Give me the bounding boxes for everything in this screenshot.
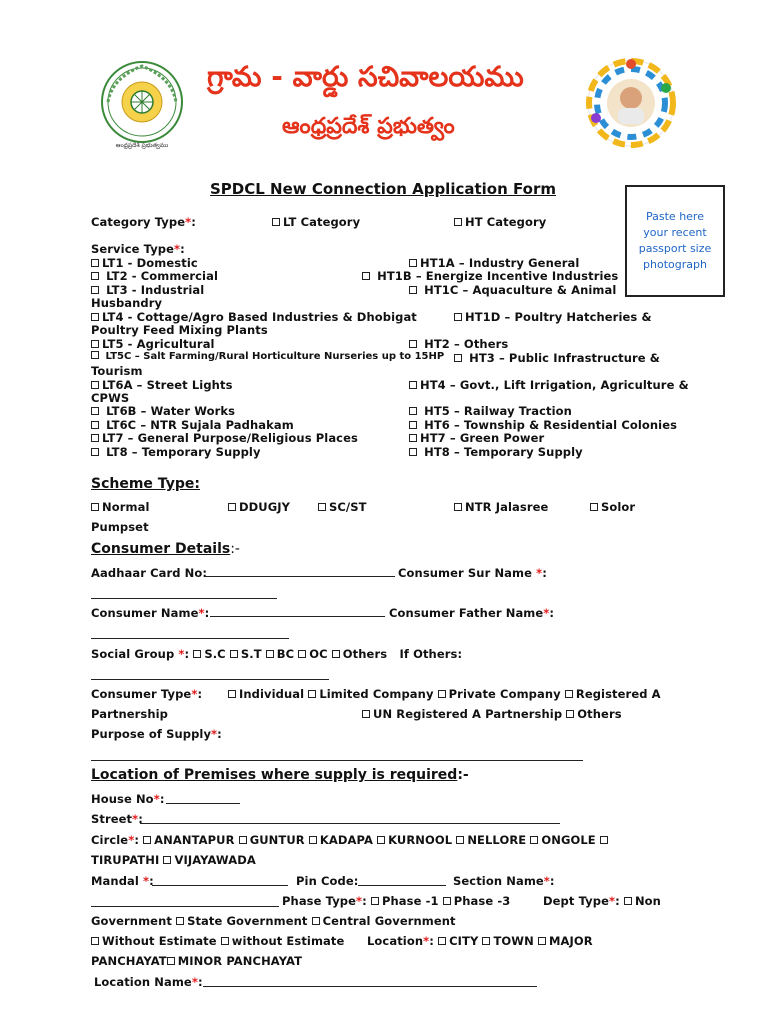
scheme-pumpset-label: Pumpset: [91, 520, 149, 534]
scheme-type-heading: Scheme Type:: [91, 476, 200, 492]
service-ht1d[interactable]: HT1D – Poultry Hatcheries &: [454, 310, 652, 324]
checkbox-icon[interactable]: [409, 434, 417, 442]
surname-input[interactable]: [91, 598, 277, 599]
category-type-label: Category Type*:: [91, 215, 196, 229]
checkbox-icon[interactable]: [409, 259, 417, 267]
house-no-label: House No*:: [91, 792, 165, 806]
location-type-row-2: PANCHAYAT MINOR PANCHAYAT: [91, 954, 303, 968]
consumer-type-label: Consumer Type*:: [91, 687, 203, 701]
checkbox-icon[interactable]: [91, 937, 99, 945]
checkbox-icon[interactable]: [600, 836, 608, 844]
mandal-input[interactable]: [152, 885, 288, 886]
location-type-row: Location*: CITY TOWN MAJOR: [367, 934, 593, 948]
checkbox-icon[interactable]: [566, 710, 574, 718]
checkbox-icon[interactable]: [565, 690, 573, 698]
checkbox-icon[interactable]: [590, 503, 598, 511]
pin-code-input[interactable]: [358, 885, 446, 886]
ap-emblem-icon: [98, 58, 186, 154]
location-name-input[interactable]: [203, 986, 537, 987]
photo-text-line2: your recent: [643, 226, 707, 239]
scheme-scst[interactable]: SC/ST: [318, 500, 367, 514]
checkbox-icon[interactable]: [91, 259, 99, 267]
checkbox-icon[interactable]: [91, 448, 99, 456]
checkbox-icon[interactable]: [193, 650, 201, 658]
checkbox-icon[interactable]: [409, 421, 417, 429]
service-ht3[interactable]: HT3 – Public Infrastructure &: [454, 351, 660, 365]
service-lt4-cont: Poultry Feed Mixing Plants: [91, 323, 268, 337]
consumer-type-options: Individual Limited Company Private Company Registered A: [228, 687, 661, 701]
service-lt5[interactable]: LT5 - Agricultural: [91, 337, 215, 351]
service-ht6[interactable]: HT6 – Township & Residential Colonies: [409, 418, 677, 432]
street-input[interactable]: [140, 823, 560, 824]
service-lt4[interactable]: LT4 - Cottage/Agro Based Industries & Dhobigat: [91, 310, 417, 324]
checkbox-icon[interactable]: [221, 937, 229, 945]
circle-row-2: TIRUPATHI VIJAYAWADA: [91, 853, 256, 867]
service-ht8[interactable]: HT8 – Temporary Supply: [409, 445, 583, 459]
scheme-normal[interactable]: Normal: [91, 500, 149, 514]
service-lt8[interactable]: LT8 – Temporary Supply: [91, 445, 261, 459]
checkbox-icon[interactable]: [91, 407, 99, 415]
circle-row: Circle*: ANANTAPUR GUNTUR KADAPA KURNOOL NELLORE ONGOLE: [91, 833, 611, 847]
checkbox-icon[interactable]: [167, 957, 175, 965]
purpose-label: Purpose of Supply*:: [91, 727, 222, 741]
dept-type-row-2: Government State Government Central Government: [91, 914, 456, 928]
checkbox-icon[interactable]: [91, 272, 99, 280]
checkbox-icon[interactable]: [454, 503, 462, 511]
service-lt6c[interactable]: LT6C – NTR Sujala Padhakam: [91, 418, 294, 432]
mandal-label: Mandal *:: [91, 874, 154, 888]
form-title: SPDCL New Connection Application Form: [210, 180, 556, 198]
checkbox-icon[interactable]: [409, 407, 417, 415]
consumer-name-input[interactable]: [210, 616, 385, 617]
checkbox-icon[interactable]: [362, 272, 370, 280]
purpose-input[interactable]: [91, 760, 583, 761]
dept-type-row: Dept Type*: Non: [543, 894, 661, 908]
service-ht4[interactable]: HT4 – Govt., Lift Irrigation, Agriculture &: [409, 378, 689, 392]
father-name-input[interactable]: [91, 638, 289, 639]
checkbox-icon[interactable]: [409, 340, 417, 348]
checkbox-icon[interactable]: [438, 690, 446, 698]
checkbox-icon[interactable]: [298, 650, 306, 658]
service-lt1[interactable]: LT1 - Domestic: [91, 256, 198, 270]
navaratnalu-badge: [586, 58, 676, 148]
estimate-row: Without Estimate without Estimate: [91, 934, 344, 948]
checkbox-icon[interactable]: [91, 340, 99, 348]
scheme-solor[interactable]: Solor: [590, 500, 635, 514]
checkbox-icon[interactable]: [272, 218, 280, 226]
photo-text-line1: Paste here: [646, 210, 704, 223]
house-no-input[interactable]: [166, 803, 240, 804]
checkbox-icon[interactable]: [308, 690, 316, 698]
checkbox-icon[interactable]: [332, 650, 340, 658]
social-group-row: Social Group *: S.C S.T BC OC Others If Others:: [91, 647, 463, 661]
section-name-label: Section Name*:: [453, 874, 555, 888]
checkbox-icon[interactable]: [176, 917, 184, 925]
father-name-label: Consumer Father Name*:: [389, 606, 555, 620]
pin-code-label: Pin Code:: [296, 874, 359, 888]
category-ht-option[interactable]: HT Category: [454, 215, 546, 229]
checkbox-icon[interactable]: [230, 650, 238, 658]
service-type-label: Service Type*:: [91, 242, 185, 256]
emblem-caption: ఆంధ్రప్రదేశ్ ప్రభుత్వము: [115, 142, 169, 149]
if-others-input[interactable]: [91, 679, 329, 680]
service-lt6a-cont: CPWS: [91, 391, 130, 405]
checkbox-icon[interactable]: [266, 650, 274, 658]
location-heading: Location of Premises where supply is required:-: [91, 767, 469, 783]
service-ht1b[interactable]: HT1B – Energize Incentive Industries: [362, 269, 618, 283]
street-label: Street*:: [91, 812, 143, 826]
service-ht1a[interactable]: HT1A – Industry General: [409, 256, 579, 270]
checkbox-icon[interactable]: [409, 381, 417, 389]
surname-label: Consumer Sur Name *:: [398, 566, 547, 580]
consumer-name-label: Consumer Name*:: [91, 606, 210, 620]
service-ht5[interactable]: HT5 – Railway Traction: [409, 404, 572, 418]
photo-text-line4: photograph: [643, 258, 707, 271]
service-lt5c-cont: Tourism: [91, 364, 143, 378]
checkbox-icon[interactable]: [239, 836, 247, 844]
checkbox-icon[interactable]: [443, 897, 451, 905]
scheme-ntr-jalasree[interactable]: NTR Jalasree: [454, 500, 548, 514]
checkbox-icon[interactable]: [438, 937, 446, 945]
checkbox-icon[interactable]: [228, 503, 236, 511]
checkbox-icon[interactable]: [91, 351, 99, 359]
checkbox-icon[interactable]: [409, 286, 417, 294]
checkbox-icon[interactable]: [456, 836, 464, 844]
scheme-ddugjy[interactable]: DDUGJY: [228, 500, 290, 514]
title-telugu-line2: ఆంధ్రప్రదేశ్ ప్రభుత్వం: [282, 114, 455, 139]
checkbox-icon[interactable]: [377, 836, 385, 844]
checkbox-icon[interactable]: [91, 313, 99, 321]
checkbox-icon[interactable]: [530, 836, 538, 844]
service-ht1c[interactable]: HT1C – Aquaculture & Animal: [409, 283, 616, 297]
photo-box[interactable]: [625, 185, 725, 297]
service-lt3-cont: Husbandry: [91, 296, 163, 310]
aadhaar-label: Aadhaar Card No:: [91, 566, 208, 580]
service-ht7[interactable]: HT7 – Green Power: [409, 431, 544, 445]
location-name-label: Location Name*:: [94, 975, 203, 989]
checkbox-icon[interactable]: [318, 503, 326, 511]
consumer-details-heading: Consumer Details:-: [91, 541, 240, 557]
checkbox-icon[interactable]: [91, 381, 99, 389]
service-lt3[interactable]: LT3 - Industrial: [91, 283, 204, 297]
photo-text-line3: passport size: [638, 242, 712, 255]
section-name-input[interactable]: [91, 906, 279, 907]
checkbox-icon[interactable]: [624, 897, 632, 905]
aadhaar-input[interactable]: [205, 576, 395, 577]
partnership-label: Partnership: [91, 707, 169, 721]
checkbox-icon[interactable]: [538, 937, 546, 945]
checkbox-icon[interactable]: [91, 503, 99, 511]
checkbox-icon[interactable]: [91, 434, 99, 442]
checkbox-icon[interactable]: [143, 836, 151, 844]
phase-type-row: Phase Type*: Phase -1 Phase -3: [282, 894, 511, 908]
service-lt5c[interactable]: LT5C – Salt Farming/Rural Horticulture Nurseries up to 15HP: [91, 351, 444, 362]
checkbox-icon[interactable]: [312, 917, 320, 925]
consumer-type-options-2: UN Registered A Partnership Others: [362, 707, 622, 721]
category-lt-option[interactable]: LT Category: [272, 215, 360, 229]
checkbox-icon[interactable]: [309, 836, 317, 844]
service-ht2[interactable]: HT2 – Others: [409, 337, 508, 351]
checkbox-icon[interactable]: [454, 313, 462, 321]
checkbox-icon[interactable]: [454, 354, 462, 362]
checkbox-icon[interactable]: [91, 421, 99, 429]
checkbox-icon[interactable]: [371, 897, 379, 905]
checkbox-icon[interactable]: [163, 856, 171, 864]
service-lt6b[interactable]: LT6B – Water Works: [91, 404, 235, 418]
checkbox-icon[interactable]: [362, 710, 370, 718]
checkbox-icon[interactable]: [482, 937, 490, 945]
service-lt2[interactable]: LT2 - Commercial: [91, 269, 218, 283]
checkbox-icon[interactable]: [228, 690, 236, 698]
checkbox-icon[interactable]: [409, 448, 417, 456]
service-lt6a[interactable]: LT6A – Street Lights: [91, 378, 233, 392]
service-lt7[interactable]: LT7 – General Purpose/Religious Places: [91, 431, 358, 445]
title-telugu-line1: గ్రామ - వార్డు సచివాలయము: [207, 60, 524, 93]
checkbox-icon[interactable]: [454, 218, 462, 226]
checkbox-icon[interactable]: [91, 286, 99, 294]
